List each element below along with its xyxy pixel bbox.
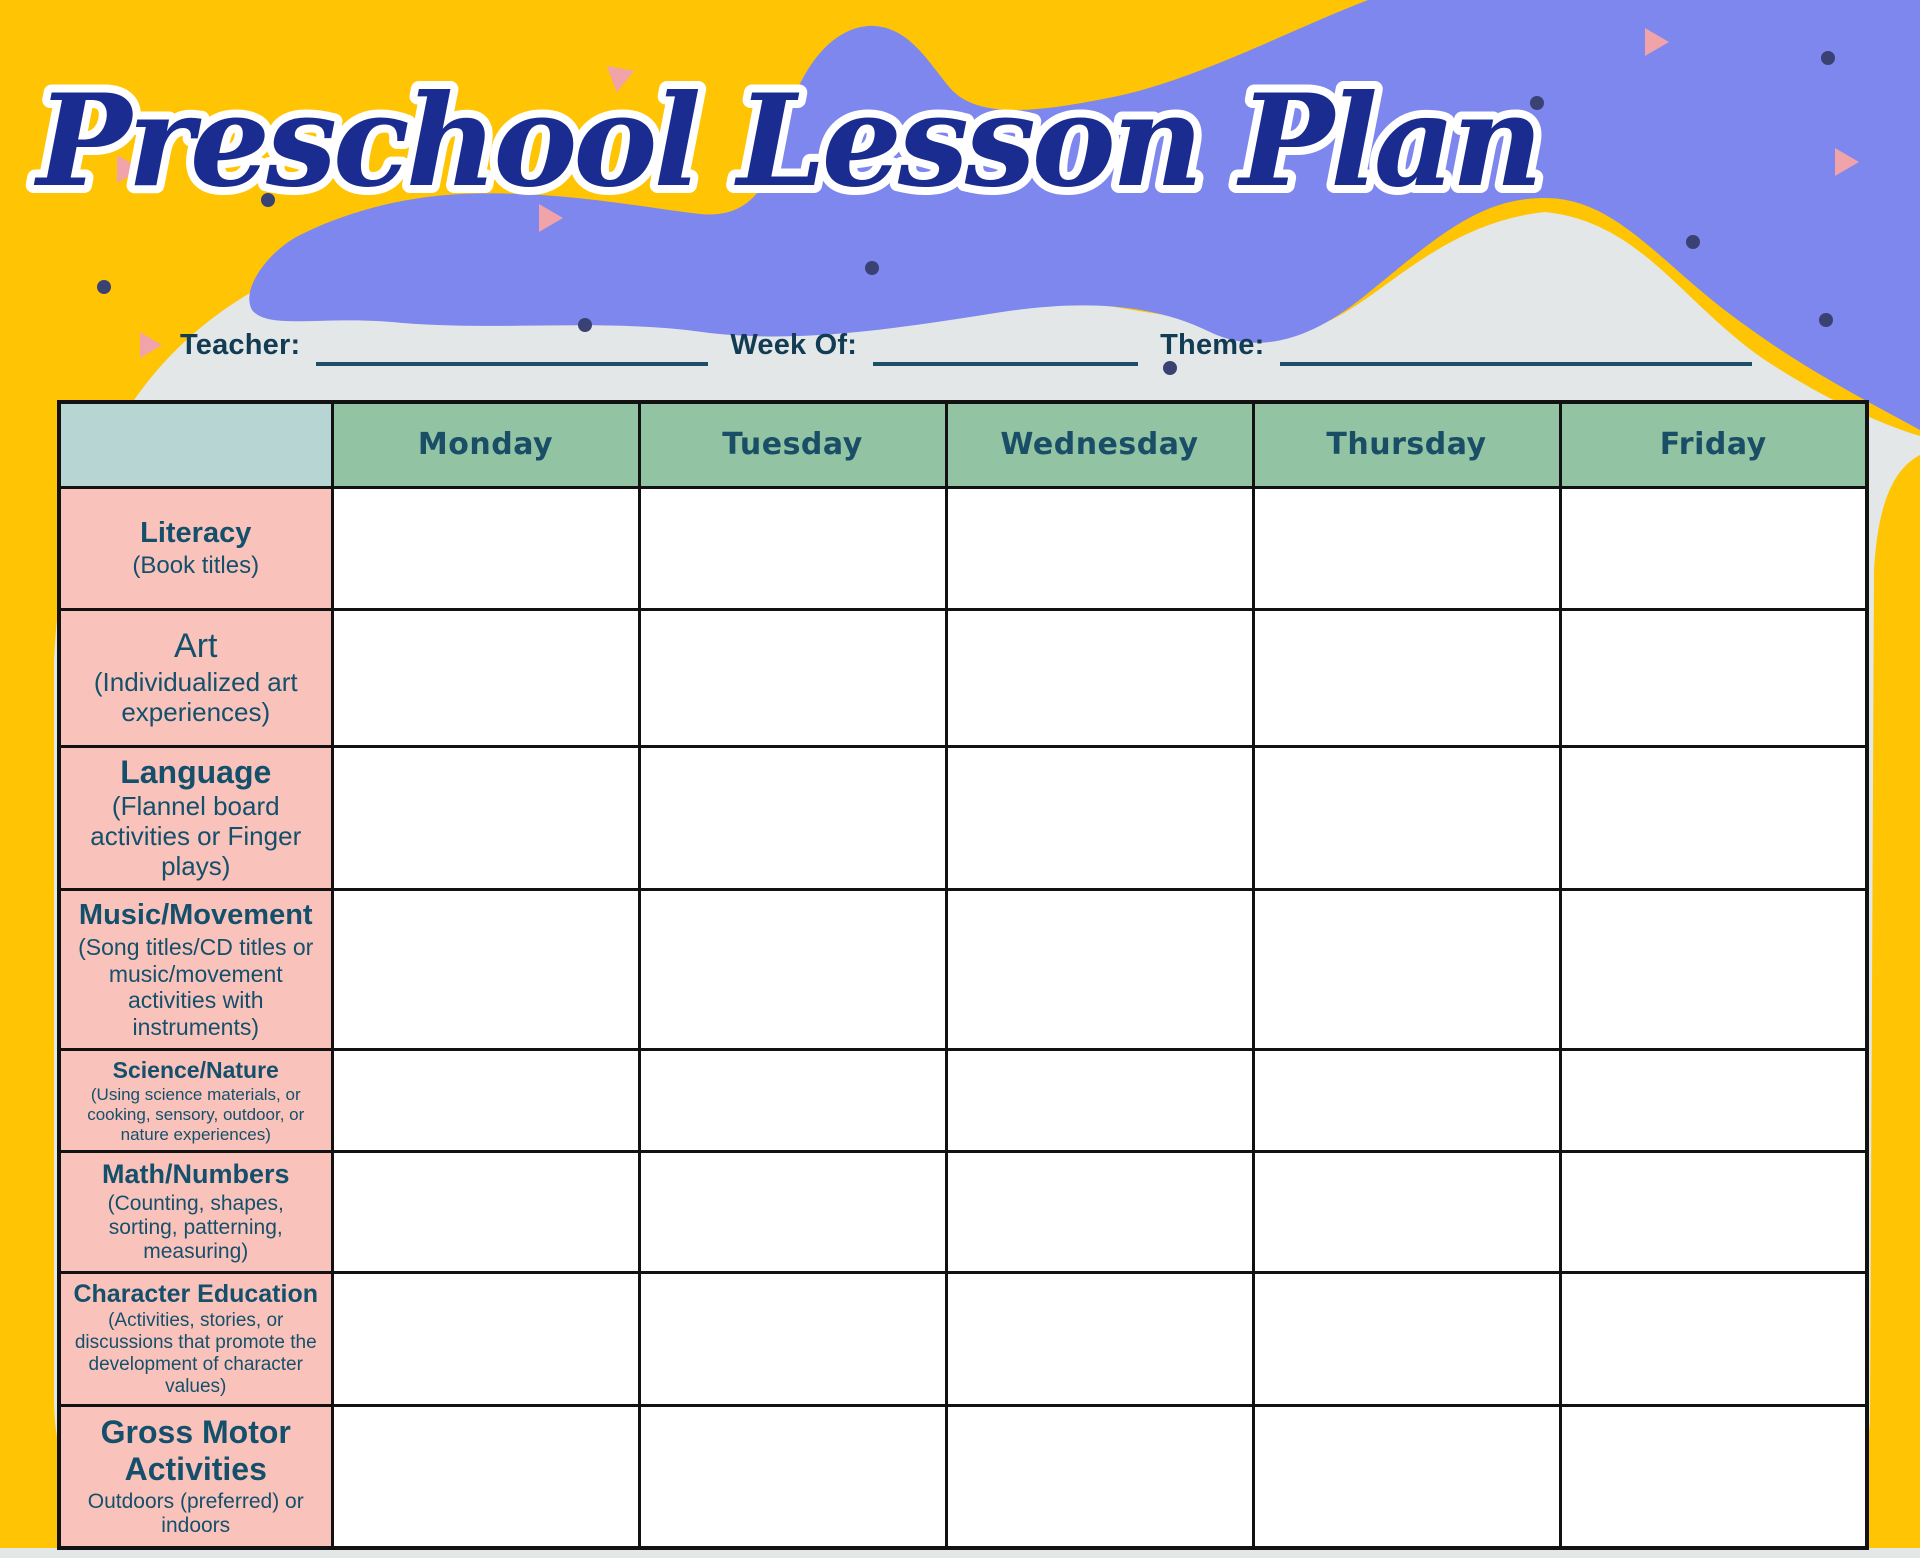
lesson-cell[interactable] xyxy=(332,1049,639,1151)
table-row-gross-motor xyxy=(59,1405,1867,1548)
lesson-cell[interactable] xyxy=(332,609,639,746)
row-header-math-numbers xyxy=(59,1152,332,1272)
lesson-cell[interactable] xyxy=(1253,1272,1560,1405)
row-subtitle: (Song titles/CD titles or music/movement activities with instruments) xyxy=(78,934,314,1040)
table-row-character-education xyxy=(59,1272,1867,1405)
row-title: Art xyxy=(174,627,218,666)
table-row-science-nature xyxy=(59,1049,1867,1151)
theme-label: Theme: xyxy=(1160,329,1265,361)
lesson-cell[interactable] xyxy=(1253,487,1560,609)
row-title: Science/Nature xyxy=(112,1056,279,1083)
row-title: Language xyxy=(120,753,272,790)
lesson-cell[interactable] xyxy=(332,889,639,1049)
lesson-cell[interactable] xyxy=(1253,609,1560,746)
lesson-cell[interactable] xyxy=(1560,609,1867,746)
lesson-cell[interactable] xyxy=(946,746,1253,889)
row-header-art xyxy=(59,609,332,746)
lesson-cell[interactable] xyxy=(1560,1152,1867,1272)
row-subtitle: (Counting, shapes, sorting, patterning, measuring) xyxy=(107,1192,284,1264)
lesson-cell[interactable] xyxy=(332,746,639,889)
lesson-cell[interactable] xyxy=(1560,487,1867,609)
row-title: Gross Motor Activities xyxy=(100,1414,291,1488)
lesson-cell[interactable] xyxy=(332,1152,639,1272)
table-row-art xyxy=(59,609,1867,746)
lesson-plan-table xyxy=(57,400,1869,1550)
pink-triangle-bullet-icon xyxy=(140,332,162,358)
lesson-cell[interactable] xyxy=(332,1272,639,1405)
lesson-cell[interactable] xyxy=(946,1272,1253,1405)
theme-input-line[interactable] xyxy=(1280,354,1752,366)
lesson-cell[interactable] xyxy=(1560,746,1867,889)
page-title: Preschool Lesson Plan xyxy=(36,67,1540,215)
week-of-input-line[interactable] xyxy=(873,354,1138,366)
day-header-tuesday: Tuesday xyxy=(639,402,946,487)
teacher-label: Teacher: xyxy=(180,329,301,361)
row-subtitle: (Activities, stories, or discussions that promote the development of character values) xyxy=(74,1310,317,1397)
day-header-thursday: Thursday xyxy=(1253,402,1560,487)
row-subtitle: Outdoors (preferred) or indoors xyxy=(87,1490,304,1538)
lesson-cell[interactable] xyxy=(1253,889,1560,1049)
corner-cell xyxy=(59,402,332,487)
meta-row xyxy=(140,320,1752,366)
table-row-literacy xyxy=(59,487,1867,609)
row-subtitle: (Flannel board activities or Finger plays) xyxy=(90,791,302,882)
row-subtitle: (Individualized art experiences) xyxy=(93,667,298,728)
lesson-cell[interactable] xyxy=(1560,889,1867,1049)
lesson-cell[interactable] xyxy=(639,1272,946,1405)
table-row-math-numbers xyxy=(59,1152,1867,1272)
lesson-cell[interactable] xyxy=(1253,1405,1560,1548)
lesson-cell[interactable] xyxy=(639,1049,946,1151)
lesson-cell[interactable] xyxy=(639,487,946,609)
lesson-cell[interactable] xyxy=(639,1405,946,1548)
week-of-label: Week Of: xyxy=(730,329,858,361)
day-header-monday: Monday xyxy=(332,402,639,487)
teacher-input-line[interactable] xyxy=(316,354,708,366)
lesson-cell[interactable] xyxy=(639,1152,946,1272)
lesson-cell[interactable] xyxy=(1253,1049,1560,1151)
lesson-cell[interactable] xyxy=(946,487,1253,609)
lesson-cell[interactable] xyxy=(1560,1405,1867,1548)
row-header-gross-motor xyxy=(59,1405,332,1548)
lesson-cell[interactable] xyxy=(639,746,946,889)
day-header-wednesday: Wednesday xyxy=(946,402,1253,487)
lesson-cell[interactable] xyxy=(946,1152,1253,1272)
lesson-cell[interactable] xyxy=(1253,1152,1560,1272)
lesson-cell[interactable] xyxy=(639,609,946,746)
table-row-language xyxy=(59,746,1867,889)
lesson-cell[interactable] xyxy=(946,889,1253,1049)
lesson-cell[interactable] xyxy=(946,1049,1253,1151)
row-header-music-movement xyxy=(59,889,332,1049)
row-subtitle: (Using science materials, or cooking, sensory, outdoor, or nature experiences) xyxy=(87,1085,305,1144)
table-row-music-movement xyxy=(59,889,1867,1049)
lesson-cell[interactable] xyxy=(946,609,1253,746)
lesson-cell[interactable] xyxy=(1560,1049,1867,1151)
lesson-cell[interactable] xyxy=(639,889,946,1049)
row-subtitle: (Book titles) xyxy=(132,551,260,579)
row-title: Literacy xyxy=(140,516,252,549)
row-header-science-nature xyxy=(59,1049,332,1151)
row-header-character-education xyxy=(59,1272,332,1405)
row-header-language xyxy=(59,746,332,889)
row-title: Character Education xyxy=(73,1279,318,1308)
lesson-cell[interactable] xyxy=(332,1405,639,1548)
row-title: Music/Movement xyxy=(78,898,313,931)
lesson-cell[interactable] xyxy=(332,487,639,609)
row-title: Math/Numbers xyxy=(101,1159,290,1190)
day-header-friday: Friday xyxy=(1560,402,1867,487)
lesson-cell[interactable] xyxy=(946,1405,1253,1548)
day-header-row xyxy=(59,402,1867,487)
lesson-cell[interactable] xyxy=(1253,746,1560,889)
row-header-literacy xyxy=(59,487,332,609)
lesson-cell[interactable] xyxy=(1560,1272,1867,1405)
